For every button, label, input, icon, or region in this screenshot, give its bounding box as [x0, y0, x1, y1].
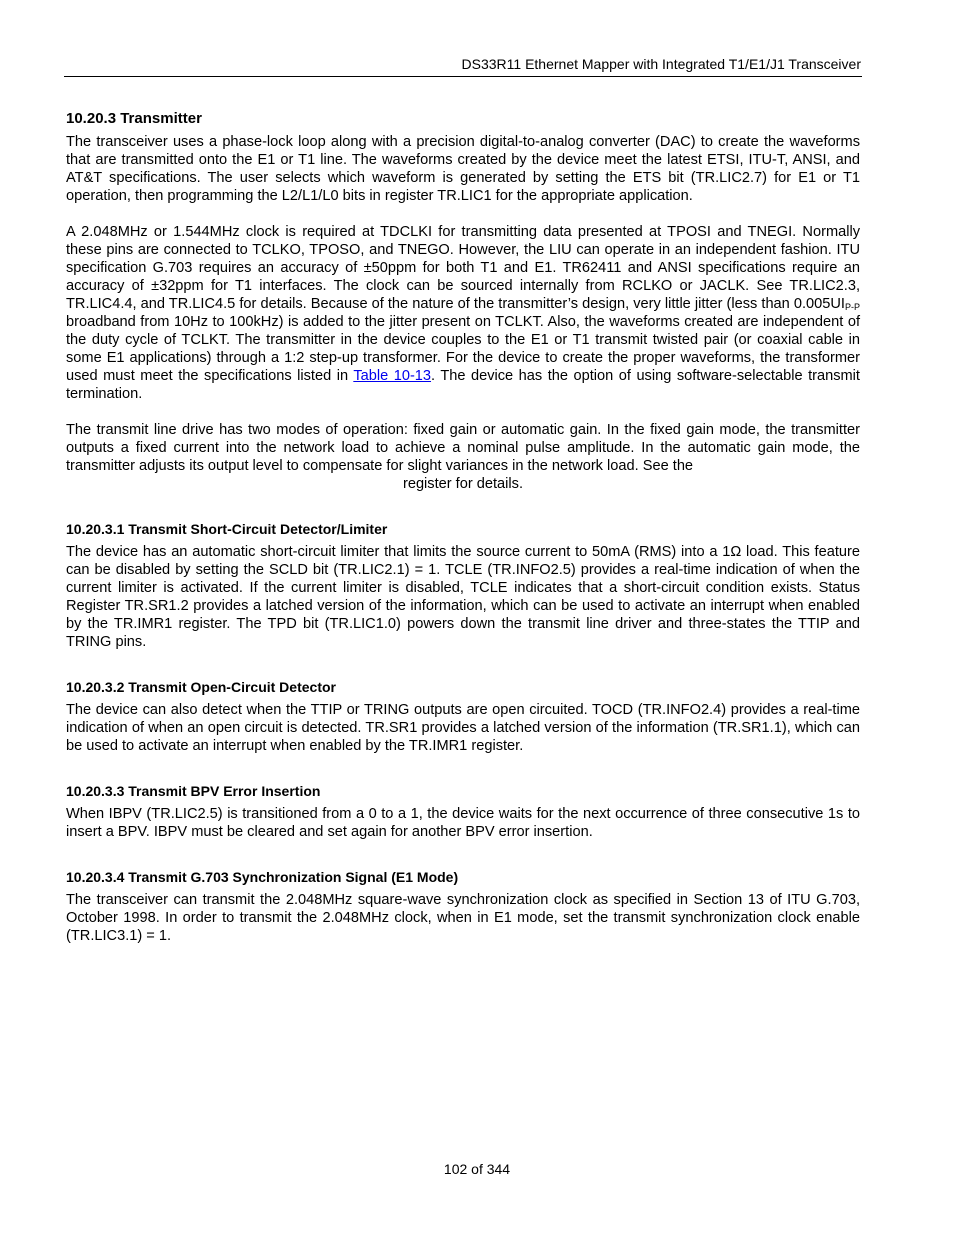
subsection-g703-sync — [66, 869, 860, 945]
subsection-body: The transceiver can transmit the 2.048MHz square-wave synchronization clock as specified in Section 13 of ITU G.703, October 1998. In order to transmit the 2.048MHz clock, when in E1 mode, set the transmit synchronization clock enable (TR.LIC3.1) = 1. — [66, 892, 860, 944]
subscript-p-p: P-P — [844, 302, 860, 312]
table-10-13-link[interactable]: Table 10-13 — [353, 368, 432, 384]
subsection-body: The device has an automatic short-circuit limiter that limits the source current to 50mA (RMS) into a 1Ω load. This feature can be disabled by setting the SCLD bit (TR.LIC2.1) = 1. TCLE (TR.INFO2.5) provides a real-time indication of when the current limiter is activated. If the current limiter is disabled, TCLE indicates that a short-circuit condition exists. Status Register TR.SR1.2 provides a latched version of the information, which can be used to activate an interrupt when enabled by the TR.IMR1 register. The TPD bit (TR.LIC1.0) powers down the transmit line driver and three-states the TTIP and TRING pins. — [66, 544, 860, 650]
running-header: DS33R11 Ethernet Mapper with Integrated T1/E1/J1 Transceiver — [461, 56, 861, 72]
paragraph-3-tail: register for details. — [402, 476, 524, 492]
subsection-body: When IBPV (TR.LIC2.5) is transitioned from a 0 to a 1, the device waits for the next occurrence of three consecutive 1s to insert a BPV. IBPV must be cleared and set again for another BPV error insertion. — [66, 806, 860, 840]
paragraph-2-part-c: . The device has the option of using software-selectable transmit termination. — [66, 368, 860, 402]
subsection-heading: 10.20.3.2 Transmit Open-Circuit Detector — [66, 679, 336, 695]
paragraph-2-part-b: broadband from 10Hz to 100kHz) is added to the jitter present on TCLKT. Also, the waveforms created are independent of the duty cycle of TCLKT. The transmitter in the device couples to the E1 or T1 transmit twisted pair (or coaxial cable in some E1 applications) through a 1:2 step-up transformer. For the device to create the proper waveforms, the transformer used must meet the specifications listed in — [66, 314, 860, 384]
subsection-heading: 10.20.3.1 Transmit Short-Circuit Detector/Limiter — [66, 521, 388, 537]
subsection-body: The device can also detect when the TTIP or TRING outputs are open circuited. TOCD (TR.INFO2.4) provides a real-time indication of when an open circuit is detected. TR.SR1 provides a latched version of the information (TR.SR1.1), which can be used to activate an interrupt when enabled by the TR.IMR1 register. — [66, 702, 860, 754]
page-content — [66, 110, 860, 945]
paragraph-1: The transceiver uses a phase-lock loop along with a precision digital-to-analog converter (DAC) to create the waveforms that are transmitted onto the E1 or T1 line. The waveforms created by the device meet the latest ETSI, ITU-T, ANSI, and AT&T specifications. The user selects which waveform is generated by setting the ETS bit (TR.LIC2.7) for E1 or T1 operation, then programming the L2/L1/L0 bits in register TR.LIC1 for the appropriate application. — [66, 134, 860, 204]
subsection-heading: 10.20.3.4 Transmit G.703 Synchronization Signal (E1 Mode) — [66, 869, 459, 885]
subsection-heading: 10.20.3.3 Transmit BPV Error Insertion — [66, 783, 321, 799]
header-rule — [64, 76, 862, 77]
subsection-short-circuit — [66, 521, 860, 651]
subsection-bpv-insertion — [66, 783, 860, 841]
subsection-open-circuit — [66, 679, 860, 755]
section-heading: 10.20.3 Transmitter — [66, 110, 202, 127]
page-number: 102 of 344 — [443, 1161, 511, 1177]
paragraph-3: The transmit line drive has two modes of operation: fixed gain or automatic gain. In the fixed gain mode, the transmitter outputs a fixed current into the network load to achieve a nominal pulse amplitude. In the automatic gain mode, the transmitter adjusts its output level to compensate for slight variances in the network load. See the — [66, 422, 860, 474]
paragraph-2-part-a: A 2.048MHz or 1.544MHz clock is required at TDCLKI for transmitting data presented at TPOSI and TNEGI. Normally these pins are connected to TCLKO, TPOSO, and TNEGO. However, the LIU can operate in an independent fashion. ITU specification G.703 requires an accuracy of ±50ppm for both T1 and E1. TR62411 and ANSI specifications require an accuracy of ±32ppm for T1 interfaces. The clock can be sourced internally from RCLKO or JACLK. See TR.LIC2.3, TR.LIC4.4, and TR.LIC4.5 for details. Because of the nature of the transmitter’s design, very little jitter (less than 0.005UI — [66, 224, 860, 312]
paragraph-2 — [66, 223, 860, 403]
